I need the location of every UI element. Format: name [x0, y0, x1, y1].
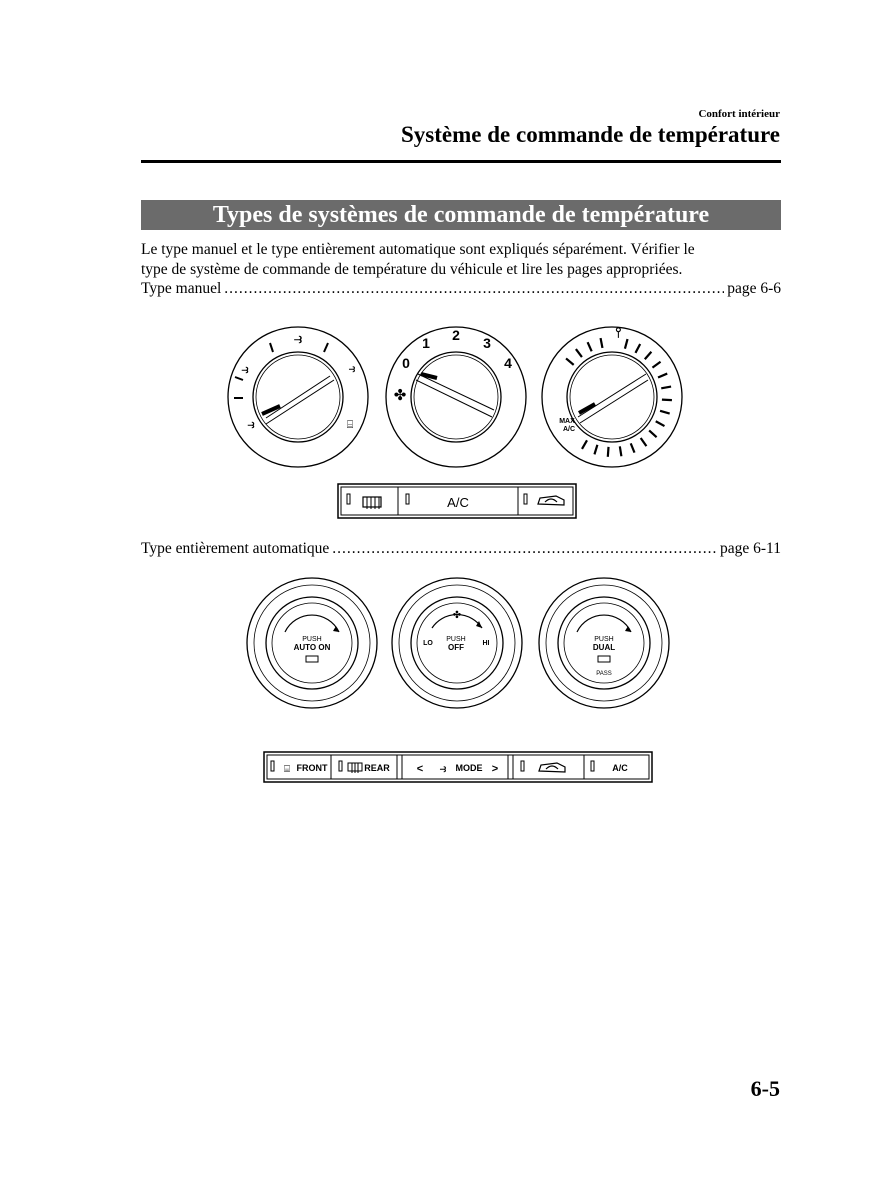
intro-paragraph — [141, 240, 781, 280]
temperature-tick — [662, 400, 672, 401]
auto-button-strip — [264, 752, 652, 782]
auto-knob-right — [539, 578, 669, 708]
mode-dial — [228, 327, 368, 467]
section-label: Confort intérieur — [698, 108, 780, 120]
manual-button-strip — [338, 484, 576, 518]
front-label: FRONT — [296, 763, 328, 773]
fan-icon: ✤ — [452, 610, 462, 621]
intro-line-2: type de système de commande de température du véhicule et lire les pages appropriées. — [141, 261, 683, 278]
toc-label: Type entièrement automatique — [141, 540, 330, 557]
max-ac-label: A/C — [562, 426, 576, 433]
section-banner: Types de systèmes de commande de température — [141, 200, 781, 230]
ac-label: A/C — [612, 763, 628, 773]
fan-2-label: 2 — [452, 327, 460, 343]
pass-label: PASS — [596, 671, 612, 677]
manual-control-panel-illustration — [0, 315, 891, 525]
auto-knob-center — [392, 578, 522, 708]
toc-page: page 6-6 — [727, 280, 781, 297]
toc-leader — [332, 540, 717, 558]
auto-on-label: AUTO ON — [293, 643, 331, 652]
title-rule — [141, 160, 781, 163]
mode-left-arrow: < — [416, 763, 424, 775]
page-number: 6-5 — [750, 1076, 780, 1101]
toc-label: Type manuel — [141, 280, 222, 297]
max-label: MAX — [559, 418, 575, 425]
toc-entry-manual[interactable] — [141, 280, 781, 298]
lo-label: LO — [423, 640, 433, 647]
off-push-label: PUSH — [446, 636, 466, 643]
mode-label: MODE — [455, 763, 483, 773]
fan-4-label: 4 — [504, 355, 512, 371]
fan-0-label: 0 — [402, 355, 410, 371]
temperature-dial — [542, 324, 682, 467]
mode-right-arrow: > — [491, 763, 499, 775]
front-defrost-icon: ⌸ — [284, 764, 290, 775]
fan-1-label: 1 — [422, 335, 430, 351]
temperature-tick — [620, 446, 622, 456]
ac-button-label: A/C — [447, 495, 469, 510]
off-label: OFF — [448, 643, 464, 652]
auto-knob-left — [247, 578, 377, 708]
svg-text:⥽: ⥽ — [348, 363, 356, 375]
mode-icon: ⥽ — [439, 763, 447, 775]
rear-label: REAR — [364, 763, 390, 773]
fan-speed-dial — [386, 327, 526, 467]
fan-icon: ✤ — [393, 387, 407, 404]
toc-entry-automatic[interactable] — [141, 540, 781, 558]
thermometer-icon: ⫯ — [614, 324, 622, 340]
dual-push-label: PUSH — [594, 636, 614, 643]
toc-page: page 6-11 — [720, 540, 781, 557]
dual-label: DUAL — [592, 643, 616, 652]
svg-text:⥽: ⥽ — [294, 330, 302, 346]
hi-label: HI — [482, 640, 490, 647]
fan-3-label: 3 — [483, 335, 491, 351]
auto-push-label: PUSH — [302, 636, 322, 643]
temperature-tick — [608, 447, 609, 457]
svg-text:⌸: ⌸ — [346, 419, 354, 431]
automatic-control-panel-illustration — [0, 575, 891, 790]
svg-text:⥽: ⥽ — [247, 417, 255, 431]
toc-leader — [224, 280, 724, 298]
page-title: Système de commande de température — [401, 122, 780, 147]
intro-line-1: Le type manuel et le type entièrement automatique sont expliqués séparément. Vérifier le — [141, 241, 695, 258]
svg-text:⥽: ⥽ — [241, 362, 249, 376]
